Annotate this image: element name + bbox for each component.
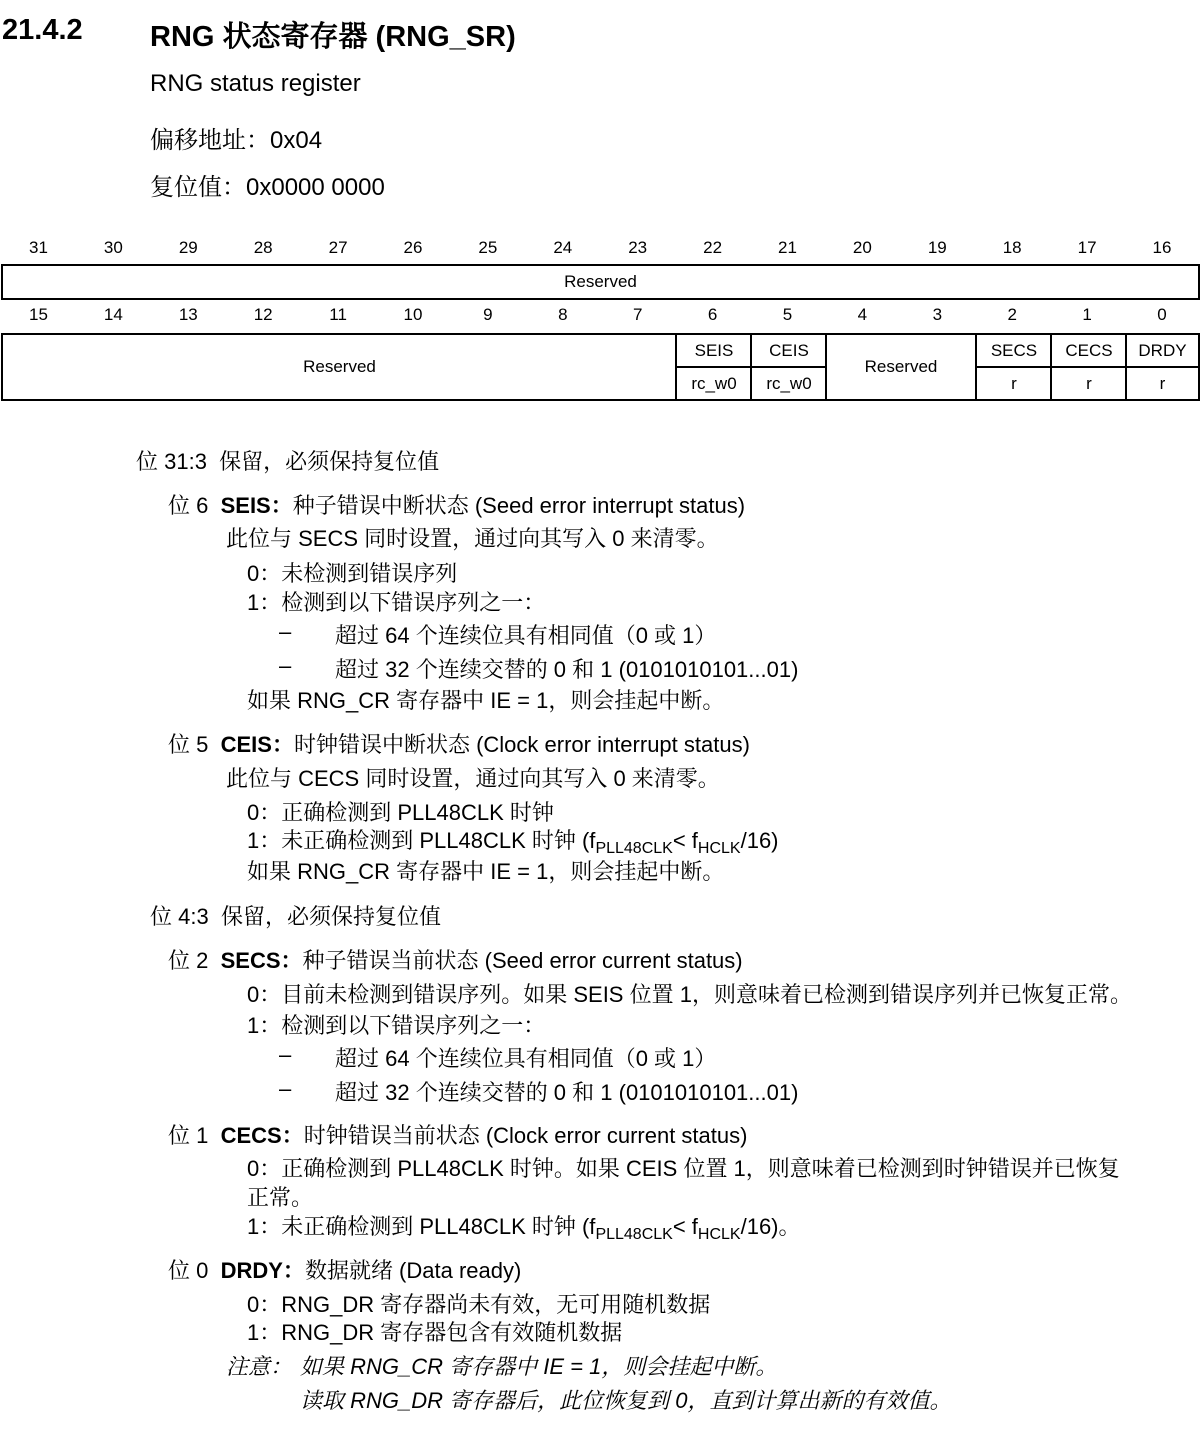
bit-6-value-0: 0：未检测到错误序列: [247, 561, 458, 586]
bit-6-value-1: 1：检测到以下错误序列之一：: [247, 590, 546, 615]
bit-number: 3: [932, 305, 943, 324]
lower-reserved-high-field: Reserved: [303, 357, 376, 376]
bit-number: 9: [483, 305, 493, 324]
bit-5-value-1: 1：未正确检测到 PLL48CLK 时钟 $(f_{PLL48CLK}< f_{HCLK}/16)$: [247, 828, 779, 857]
bit-6-item-1: 超过 64 个连续位具有相同值（0 或 1）: [335, 623, 717, 648]
seis-field-name: SEIS: [694, 341, 734, 360]
bit-number: 26: [403, 238, 423, 257]
upper-reserved-field: Reserved: [564, 272, 637, 291]
bit-number: 11: [329, 305, 347, 324]
field-name: SEIS：: [220, 493, 293, 518]
section-title: RNG 状态寄存器 (RNG_SR): [150, 21, 516, 53]
note-line-1: 如果 RNG_CR 寄存器中 IE = 1，则会挂起中断。: [300, 1354, 778, 1379]
bit-number: 31: [29, 238, 48, 257]
field-name: SECS：: [220, 948, 303, 973]
bit-2-value-0: 0：目前未检测到错误序列。如果 SEIS 位置 1，则意味着已检测到错误序列并已恢复正常。: [247, 982, 1132, 1007]
bit-6-clear-note: 此位与 SECS 同时设置，通过向其写入 0 来清零。: [226, 526, 719, 551]
field-name: DRDY：: [220, 1258, 305, 1283]
field-title: 种子错误中断状态 (Seed error interrupt status): [292, 493, 746, 518]
cecs-access: r: [1086, 373, 1092, 393]
secs-field-name: SECS: [990, 341, 1038, 360]
drdy-field-name: DRDY: [1138, 341, 1187, 360]
bit-number: 13: [178, 305, 198, 324]
bit-number: 17: [1077, 238, 1097, 257]
note-label: 注意：: [226, 1354, 293, 1379]
bit-number: 18: [1002, 238, 1022, 257]
bit-2-item-2: 超过 32 个连续交替的 0 和 1 (0101010101...01): [335, 1080, 799, 1105]
note-line-2: 读取 RNG_DR 寄存器后，此位恢复到 0，直到计算出新的有效值。: [300, 1388, 952, 1413]
section-number: 21.4.2: [2, 14, 83, 46]
bit-label: 位 0: [168, 1258, 209, 1283]
bit-number: 21: [778, 238, 797, 257]
dash: –: [279, 1076, 292, 1101]
ceis-field-name: CEIS: [769, 341, 809, 360]
bit-number: 8: [558, 305, 568, 324]
dash: –: [279, 653, 292, 678]
bit-6-irq-note: 如果 RNG_CR 寄存器中 IE = 1，则会挂起中断。: [247, 688, 725, 713]
bit-5-clear-note: 此位与 CECS 同时设置，通过向其写入 0 来清零。: [226, 766, 720, 791]
bit-number: 5: [782, 305, 793, 324]
lower-reserved-mid-field: Reserved: [864, 357, 938, 376]
upper-register-row: [1, 264, 1200, 300]
bit-number: 19: [927, 238, 947, 257]
bit-number: 27: [328, 238, 348, 257]
dash: –: [279, 1042, 292, 1067]
field-title: 数据就绪 (Data ready): [304, 1258, 522, 1283]
bit-0-value-0: 0：RNG_DR 寄存器尚未有效，无可用随机数据: [247, 1292, 711, 1317]
bit-text: 保留，必须保持复位值: [219, 449, 440, 474]
bit-5-value-0: 0：正确检测到 PLL48CLK 时钟: [247, 800, 554, 825]
bit-label: 位 4:3: [150, 904, 209, 929]
cecs-field-name: CECS: [1065, 341, 1113, 360]
bit-5-heading: [168, 728, 750, 759]
drdy-access: r: [1159, 373, 1166, 393]
bit-6-item-2: 超过 32 个连续交替的 0 和 1 (0101010101...01): [335, 657, 799, 682]
bit-number: 0: [1157, 305, 1167, 324]
bit-number: 12: [253, 305, 273, 324]
bit-label: 位 6: [168, 493, 209, 518]
bit-2-item-1: 超过 64 个连续位具有相同值（0 或 1）: [335, 1046, 717, 1071]
bit-1-value-0-cont: 正常。: [247, 1185, 314, 1210]
bit-2-value-1: 1：检测到以下错误序列之一：: [247, 1013, 546, 1038]
bit-number: 7: [632, 305, 643, 324]
bit-0-value-1: 1：RNG_DR 寄存器包含有效随机数据: [247, 1320, 623, 1345]
bit-number: 2: [1007, 305, 1017, 324]
bit-number: 25: [478, 238, 498, 257]
field-title: 时钟错误当前状态 (Clock error current status): [303, 1123, 748, 1148]
lower-register-row: [1, 333, 1200, 401]
bit-number: 30: [103, 238, 123, 257]
bit-1-value-1: 1：未正确检测到 PLL48CLK 时钟 $(f_{PLL48CLK}< f_{HCLK}/16)$。: [247, 1214, 801, 1243]
field-name: CECS：: [220, 1123, 304, 1148]
bits-31-3-desc: [136, 445, 439, 476]
bit-number: 23: [628, 238, 648, 257]
bit-number: 20: [852, 238, 872, 257]
bit-2-heading: [168, 944, 743, 975]
field-name: CEIS：: [220, 732, 294, 757]
field-title: 时钟错误中断状态 (Clock error interrupt status): [293, 732, 750, 757]
bit-number: 4: [857, 305, 868, 324]
bit-number: 16: [1152, 238, 1172, 257]
bit-number: 10: [403, 305, 423, 324]
field-title: 种子错误当前状态 (Seed error current status): [302, 948, 743, 973]
bit-6-heading: [168, 489, 745, 520]
reset-value: 复位值：0x0000 0000: [150, 174, 385, 201]
bit-number: 6: [707, 305, 718, 324]
dash: –: [279, 619, 292, 644]
bit-label: 位 2: [168, 948, 209, 973]
bit-number: 15: [29, 305, 48, 324]
bit-text: 保留，必须保持复位值: [220, 904, 441, 929]
bit-1-heading: [168, 1119, 747, 1150]
bit-0-heading: [168, 1254, 521, 1285]
bit-1-value-0: 0：正确检测到 PLL48CLK 时钟。如果 CEIS 位置 1，则意味着已检测到时钟错误并已恢复: [247, 1156, 1120, 1181]
bit-number: 1: [1082, 305, 1092, 324]
bits-4-3-desc: [150, 900, 441, 931]
bit-5-irq-note: 如果 RNG_CR 寄存器中 IE = 1，则会挂起中断。: [247, 859, 725, 884]
bit-number: 29: [178, 238, 198, 257]
bit-number: 24: [553, 238, 573, 257]
bit-label: 位 5: [168, 732, 209, 757]
offset-address: 偏移地址：0x04: [150, 127, 323, 154]
bit-label: 位 1: [168, 1123, 209, 1148]
seis-access: rc_w0: [691, 373, 737, 393]
bit-number: 22: [703, 238, 723, 257]
bit-number: 14: [103, 305, 123, 324]
secs-access: r: [1011, 373, 1017, 393]
ceis-access: rc_w0: [766, 373, 812, 393]
bit-number: 28: [253, 238, 273, 257]
bit-label: 位 31:3: [136, 449, 207, 474]
register-subtitle: RNG status register: [150, 70, 361, 97]
